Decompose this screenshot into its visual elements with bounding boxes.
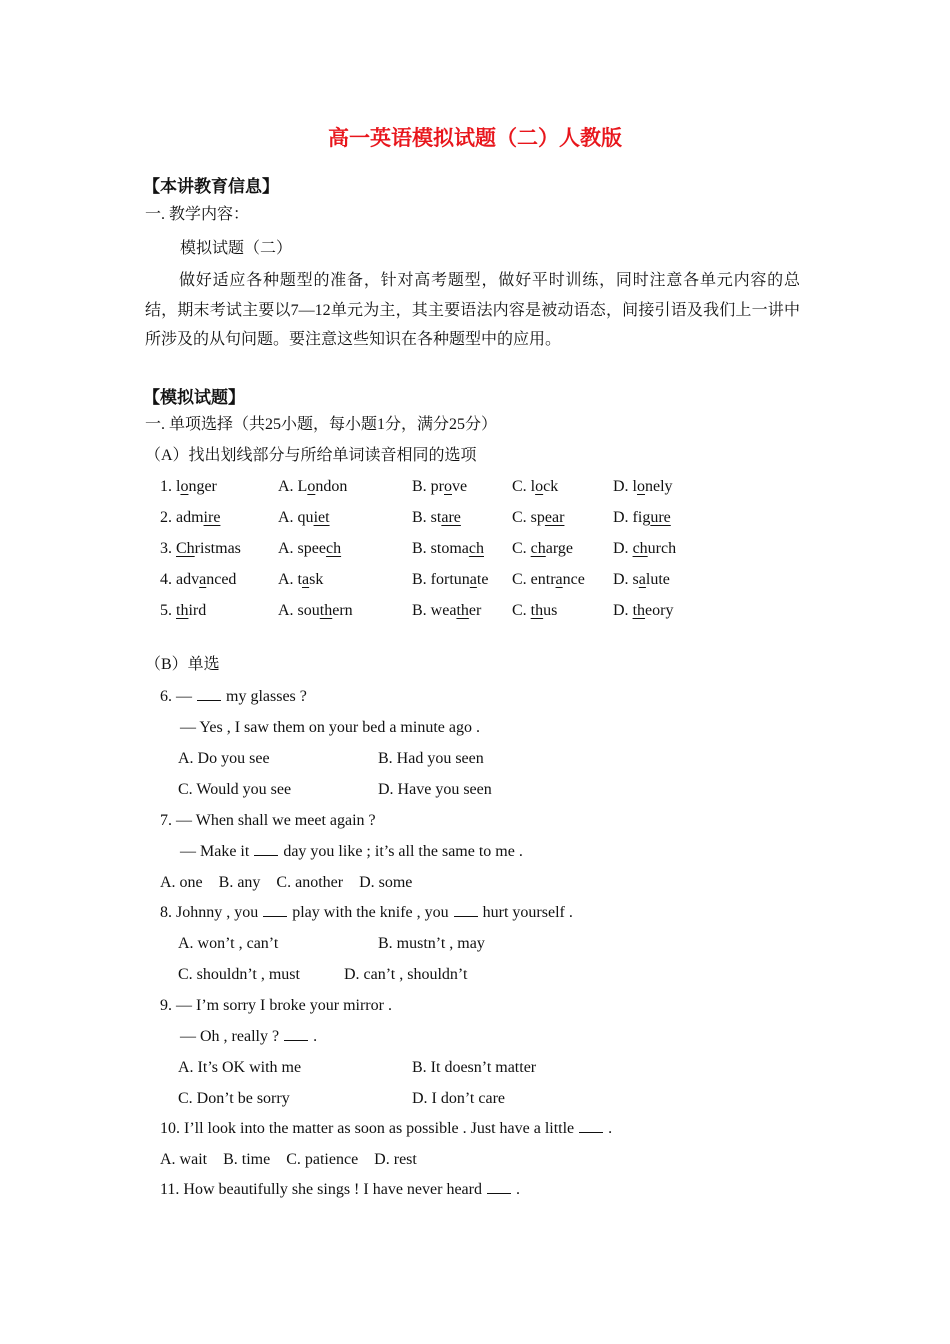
underlined-letters: ch <box>468 540 484 557</box>
answer-blank <box>263 916 287 917</box>
q8-option-b: B. mustn’t , may <box>378 935 485 952</box>
underlined-letters: a <box>199 571 207 588</box>
underlined-letters: a <box>302 571 310 588</box>
q6-option-b: B. Had you seen <box>378 750 484 767</box>
part1-label: 一. 单项选择（共25小题，每小题1分，满分25分） <box>145 416 498 433</box>
phonetics-option-c: C. spear <box>512 509 565 526</box>
phonetics-option-c: C. lock <box>512 478 559 495</box>
phonetics-option-a: A. quiet <box>278 509 330 526</box>
partB-label: （B）单选 <box>145 656 220 673</box>
q6-option-d: D. Have you seen <box>378 781 492 798</box>
answer-blank <box>487 1193 511 1194</box>
underlined-letters: ear <box>544 509 565 526</box>
question-11: 11. How beautifully she sings ! I have never heard . <box>160 1181 520 1198</box>
phonetics-option-d: D. church <box>613 540 677 557</box>
underlined-letters: ch <box>530 540 546 557</box>
underlined-letters: Ch <box>176 540 195 557</box>
underlined-letters: a <box>638 571 646 588</box>
phonetics-option-b: B. fortunate <box>412 571 489 588</box>
underlined-letters: are <box>441 509 461 526</box>
phonetics-option-b: B. weather <box>412 602 482 619</box>
q8-option-d: D. can’t , shouldn’t <box>344 966 468 983</box>
q8-option-c: C. shouldn’t , must <box>178 966 300 983</box>
underlined-letters: iet <box>313 509 330 526</box>
phonetics-option-a: A. task <box>278 571 324 588</box>
phonetics-word: 1. longer <box>160 478 217 495</box>
section-heading-info: 【本讲教育信息】 <box>143 177 279 196</box>
underlined-letters: o <box>307 478 316 495</box>
phonetics-word: 4. advanced <box>160 571 237 588</box>
info-paragraph: 做好适应各种题型的准备，针对高考题型，做好平时训练，同时注意各单元内容的总结，期末考试主要以7—12单元为主，其主要语法内容是被动语态，间接引语及我们上一讲中所涉及的从句问题。要注意这些知识在各种题型中的应用。 <box>145 272 800 348</box>
underlined-letters: th <box>319 602 333 619</box>
underlined-letters: ure <box>650 509 671 526</box>
underlined-letters: o <box>444 478 452 495</box>
phonetics-word: 2. admire <box>160 509 221 526</box>
phonetics-option-d: D. figure <box>613 509 671 526</box>
q7-options: A. one B. any C. another D. some <box>160 874 413 891</box>
answer-blank <box>254 855 278 856</box>
q10-options: A. wait B. time C. patience D. rest <box>160 1151 417 1168</box>
underlined-letters: th <box>530 602 544 619</box>
q8-option-a: A. won’t , can’t <box>178 935 279 952</box>
question-10: 10. I’ll look into the matter as soon as possible . Just have a little . <box>160 1120 613 1137</box>
section-heading-test: 【模拟试题】 <box>143 388 245 407</box>
underlined-letters: a <box>469 571 477 588</box>
phonetics-option-c: C. charge <box>512 540 574 557</box>
phonetics-option-b: B. stomach <box>412 540 484 557</box>
phonetics-word: 5. third <box>160 602 207 619</box>
subject-line: 模拟试题（二） <box>180 240 293 257</box>
phonetics-option-d: D. lonely <box>613 478 673 495</box>
phonetics-option-a: A. London <box>278 478 348 495</box>
q9-option-c: C. Don’t be sorry <box>178 1090 290 1107</box>
underlined-letters: o <box>180 478 189 495</box>
underlined-letters: o <box>637 478 645 495</box>
phonetics-option-c: C. thus <box>512 602 558 619</box>
phonetics-option-d: D. salute <box>613 571 670 588</box>
q9-option-a: A. It’s OK with me <box>178 1059 302 1076</box>
question-9-reply: — Oh , really ? . <box>180 1028 318 1045</box>
question-6: 6. — my glasses ? <box>160 688 307 705</box>
question-6-reply: — Yes , I saw them on your bed a minute ago . <box>180 719 480 736</box>
question-7-reply: — Make it day you like ; it’s all the same to me . <box>180 843 523 860</box>
underlined-letters: ch <box>632 540 648 557</box>
phonetics-option-a: A. speech <box>278 540 342 557</box>
partA-label: （A）找出划线部分与所给单词读音相同的选项 <box>145 447 477 464</box>
q9-option-d: D. I don’t care <box>412 1090 505 1107</box>
question-8: 8. Johnny , you play with the knife , you hurt yourself . <box>160 904 573 921</box>
underlined-letters: th <box>176 602 189 619</box>
phonetics-option-c: C. entrance <box>512 571 585 588</box>
phonetics-option-d: D. theory <box>613 602 674 619</box>
answer-blank <box>579 1132 603 1133</box>
question-7: 7. — When shall we meet again ? <box>160 812 376 829</box>
underlined-letters: th <box>632 602 646 619</box>
answer-blank <box>284 1040 308 1041</box>
q9-option-b: B. It doesn’t matter <box>412 1059 537 1076</box>
underlined-letters: ire <box>203 509 221 526</box>
answer-blank <box>197 700 221 701</box>
underlined-letters: o <box>535 478 544 495</box>
phonetics-option-a: A. southern <box>278 602 353 619</box>
answer-blank <box>454 916 478 917</box>
underlined-letters: ch <box>325 540 342 557</box>
page-title: 高一英语模拟试题（二）人教版 <box>328 126 622 150</box>
underlined-letters: a <box>555 571 563 588</box>
phonetics-option-b: B. stare <box>412 509 461 526</box>
phonetics-option-b: B. prove <box>412 478 468 495</box>
q6-option-a: A. Do you see <box>178 750 270 767</box>
q6-option-c: C. Would you see <box>178 781 292 798</box>
phonetics-word: 3. Christmas <box>160 540 241 557</box>
question-9: 9. — I’m sorry I broke your mirror . <box>160 997 392 1014</box>
underlined-letters: th <box>456 602 469 619</box>
teach-content-label: 一. 教学内容： <box>145 206 250 223</box>
